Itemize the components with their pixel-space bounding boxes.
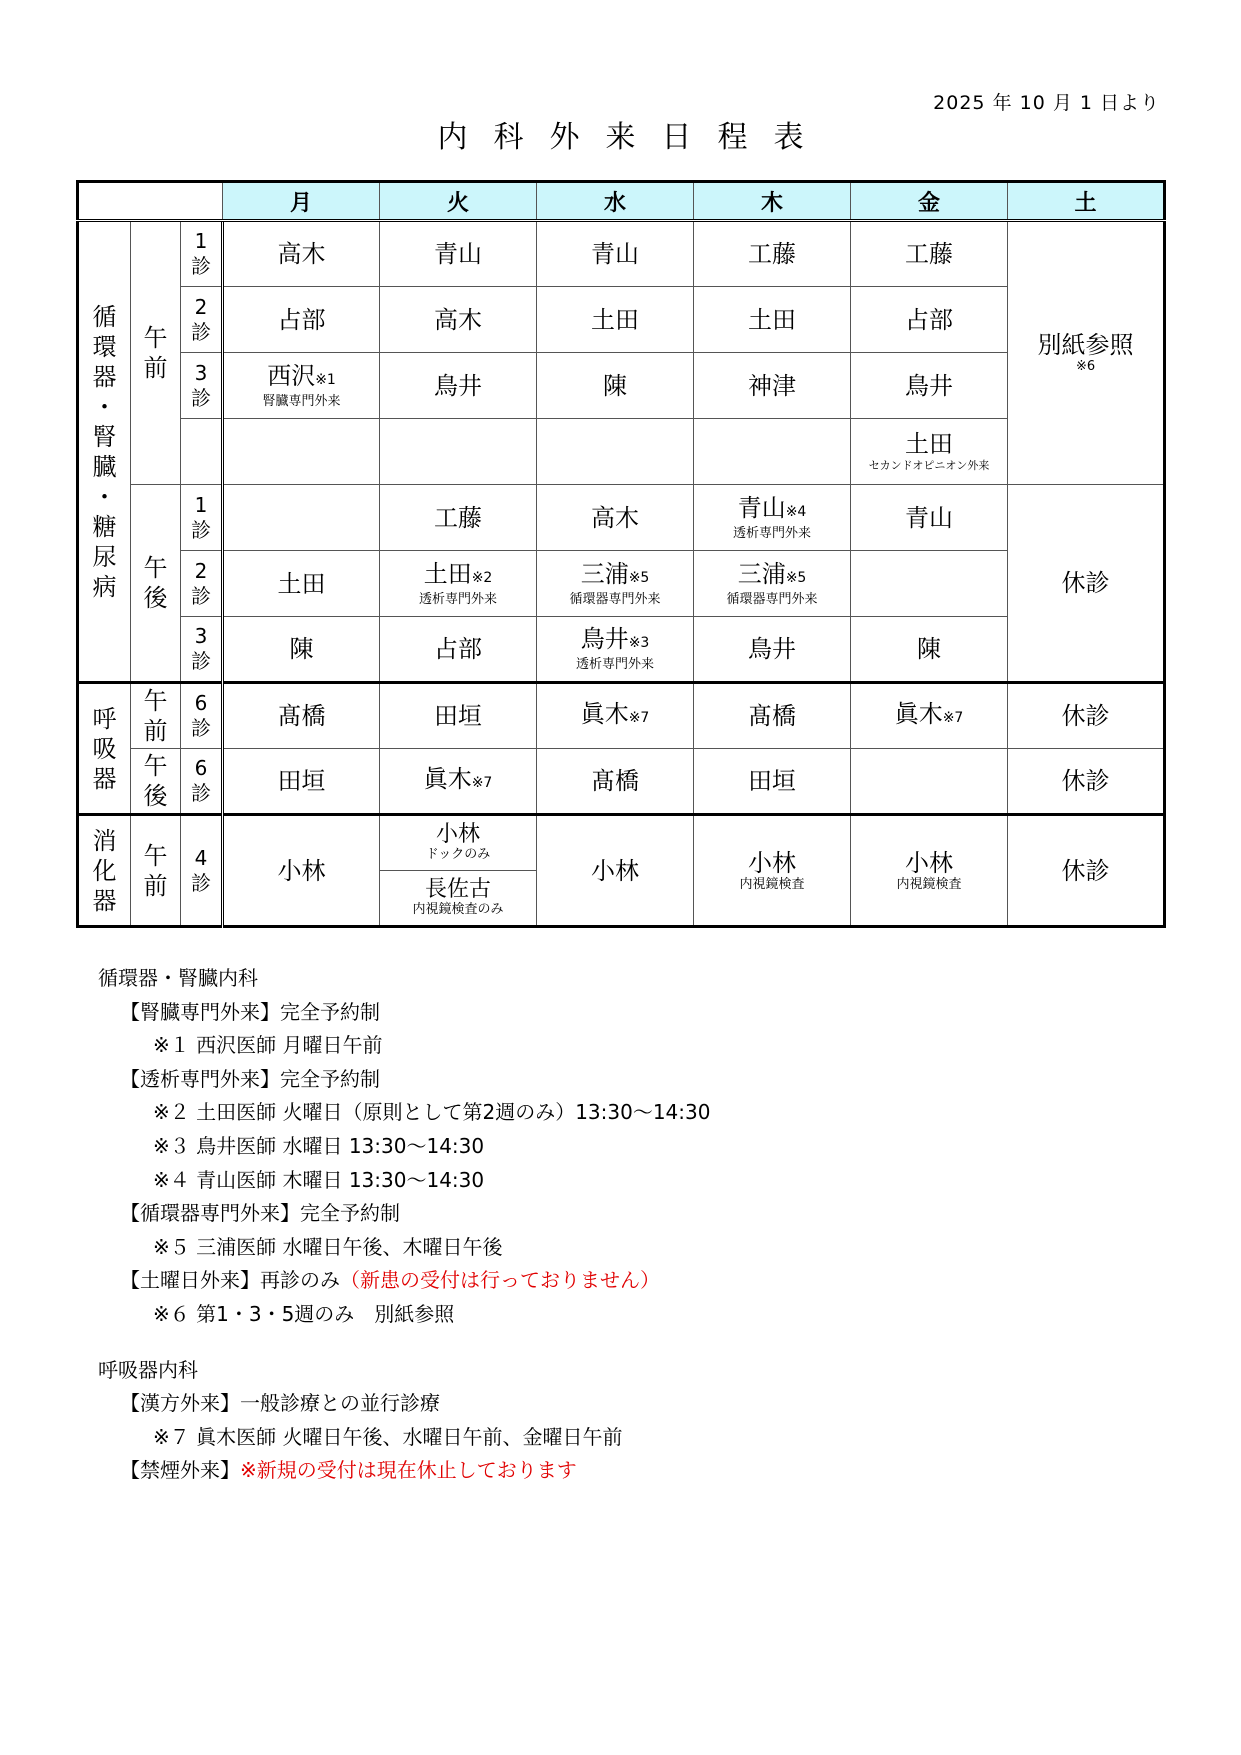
doctor-subcell: 小林 ドックのみ [380,816,536,871]
room-label: 1 診 [181,221,223,287]
header-corner [78,182,223,221]
day-header: 水 [537,182,694,221]
doctor-cell [851,551,1008,617]
dept-gastro: 消 化 器 [78,815,131,927]
saturday-cell: 休診 [1008,749,1165,815]
doctor-cell: 田垣 [223,749,380,815]
effective-date: 2025 年 10 月 1 日より [933,92,1160,114]
doctor-cell: 神津 [694,353,851,419]
day-header: 月 [223,182,380,221]
doctor-cell: 鳥井 [851,353,1008,419]
note-line: ※７ 眞木医師 火曜日午後、水曜日午前、金曜日午前 [153,1424,623,1449]
table-row [78,617,1165,683]
doctor-cell: 陳 [537,353,694,419]
doctor-cell: 占部 [380,617,537,683]
doctor-cell: 田垣 [380,683,537,749]
doctor-cell: 青山 [380,221,537,287]
table-row [78,551,1165,617]
doctor-cell: 陳 [851,617,1008,683]
half-pm: 午 後 [131,749,181,815]
doctor-cell-split [380,815,537,927]
section-heading: 循環器・腎臓内科 [98,966,258,990]
doctor-cell: 土田※2 透析専門外来 [380,551,537,617]
note-line: ※３ 鳥井医師 水曜日 13:30～14:30 [153,1133,485,1158]
room-label: 6 診 [181,749,223,815]
saturday-cell: 別紙参照 ※6 [1008,221,1165,485]
day-header: 金 [851,182,1008,221]
dept-cardio: 循 環 器 ・ 腎 臓 ・ 糖 尿 病 [78,221,131,683]
note-line: 【腎臓専門外来】完全予約制 [120,999,380,1024]
header-row [78,182,1165,221]
doctor-cell: 小林 [537,815,694,927]
saturday-cell: 休診 [1008,485,1165,683]
doctor-cell: 土田 [694,287,851,353]
saturday-cell: 休診 [1008,683,1165,749]
doctor-cell: 青山 [537,221,694,287]
dept-resp: 呼 吸 器 [78,683,131,815]
note-line: 【漢方外来】一般診療との並行診療 [120,1391,440,1416]
doctor-cell: 工藤 [694,221,851,287]
room-label [181,419,223,485]
note-line: ※６ 第1・3・5週のみ 別紙参照 [153,1301,455,1326]
page-title: 内科外来日程表 [437,120,830,155]
table-row [78,353,1165,419]
table-row [78,221,1165,287]
doctor-cell: 占部 [851,287,1008,353]
table-row [78,287,1165,353]
section-heading: 呼吸器内科 [98,1357,198,1382]
table-row [78,419,1165,485]
note-line: ※２ 土田医師 火曜日（原則として第2週のみ）13:30～14:30 [153,1100,711,1125]
doctor-cell: 占部 [223,287,380,353]
half-am: 午 前 [131,683,181,749]
doctor-cell: 髙橋 [537,749,694,815]
half-pm: 午 後 [131,485,181,683]
doctor-cell: 髙橋 [223,683,380,749]
doctor-cell [223,485,380,551]
note-line: ※５ 三浦医師 水曜日午後、木曜日午後 [153,1234,503,1259]
table-row [78,683,1165,749]
note-line: 【土曜日外来】再診のみ（新患の受付は行っておりません） [120,1268,660,1293]
footnotes [98,962,710,1488]
doctor-cell: 高木 [380,287,537,353]
room-label: 2 診 [181,287,223,353]
doctor-cell: 土田 [223,551,380,617]
doctor-cell [694,419,851,485]
doctor-cell: 青山※4 透析専門外来 [694,485,851,551]
doctor-cell: 高木 [537,485,694,551]
doctor-cell: 高木 [223,221,380,287]
doctor-subcell: 長佐古 内視鏡検査のみ [412,877,504,917]
room-label: 6 診 [181,683,223,749]
doctor-cell: 工藤 [851,221,1008,287]
note-line: 【禁煙外来】※新規の受付は現在休止しております [120,1458,577,1483]
note-line: 【循環器専門外来】完全予約制 [120,1201,400,1226]
schedule-table [76,180,1166,928]
doctor-cell: 土田 [537,287,694,353]
doctor-cell: 田垣 [694,749,851,815]
table-row [78,749,1165,815]
doctor-cell: 小林 [223,815,380,927]
doctor-cell: 鳥井 [694,617,851,683]
day-header: 土 [1008,182,1165,221]
room-label: 4 診 [181,815,223,927]
half-am: 午 前 [131,221,181,485]
room-label: 3 診 [181,617,223,683]
doctor-cell: 工藤 [380,485,537,551]
doctor-cell: 陳 [223,617,380,683]
doctor-cell: 三浦※5 循環器専門外来 [694,551,851,617]
doctor-cell: 土田 セカンドオピニオン外来 [851,419,1008,485]
doctor-cell: 髙橋 [694,683,851,749]
doctor-cell: 眞木※7 [851,683,1008,749]
doctor-cell: 鳥井※3 透析専門外来 [537,617,694,683]
doctor-cell: 眞木※7 [537,683,694,749]
room-label: 1 診 [181,485,223,551]
room-label: 3 診 [181,353,223,419]
doctor-cell [537,419,694,485]
doctor-cell [851,749,1008,815]
table-row [78,815,1165,927]
doctor-cell: 西沢※1 腎臓専門外来 [223,353,380,419]
half-am: 午 前 [131,815,181,927]
room-label: 2 診 [181,551,223,617]
note-line: ※４ 青山医師 木曜日 13:30～14:30 [153,1167,485,1192]
doctor-cell [380,419,537,485]
doctor-cell: 小林 内視鏡検査 [694,815,851,927]
table-row [78,485,1165,551]
doctor-cell: 青山 [851,485,1008,551]
doctor-cell: 眞木※7 [380,749,537,815]
doctor-cell: 小林 内視鏡検査 [851,815,1008,927]
note-line: 【透析専門外来】完全予約制 [120,1066,380,1091]
doctor-cell: 鳥井 [380,353,537,419]
saturday-cell: 休診 [1008,815,1165,927]
doctor-cell [223,419,380,485]
note-line: ※１ 西沢医師 月曜日午前 [153,1033,383,1058]
day-header: 火 [380,182,537,221]
doctor-cell: 三浦※5 循環器専門外来 [537,551,694,617]
day-header: 木 [694,182,851,221]
